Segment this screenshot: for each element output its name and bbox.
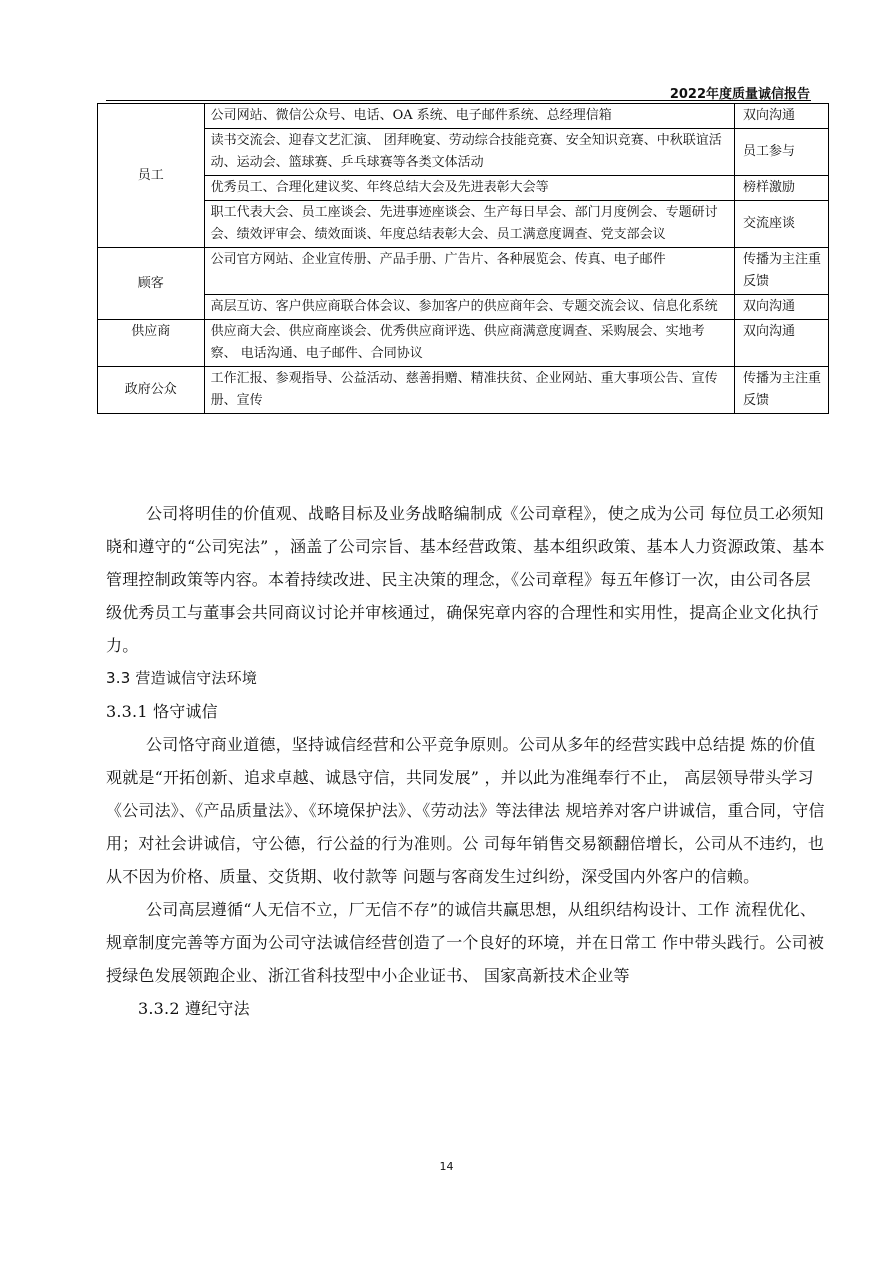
channel-cell: 供应商大会、供应商座谈会、优秀供应商评选、供应商满意度调查、采购展会、实地考察、 电话沟通、电子邮件、合同协议	[204, 320, 734, 367]
table-row	[98, 201, 829, 248]
paragraph: 公司恪守商业道德，坚持诚信经营和公平竞争原则。公司从多年的经营实践中总结提 炼的价值观就是“开拓创新、追求卓越、诚恳守信，共同发展” ，并以此为准绳奉行不止， 高层领导带头学习《公司法》、《产品质量法》、《环境保护法》、《劳动法》等法律法 规培养对客户讲诚信，重合同，守信用；对社会讲诚信，守公德，行公益的行为准则。公 司每年销售交易额翻倍增长，公司从不违约，也从不因为价格、质量、交货期、收付款等 问题与客商发生过纠纷，深受国内外客户的信赖。	[106, 735, 825, 886]
way-cell: 双向沟通	[735, 104, 829, 129]
table-row	[98, 295, 829, 320]
group-label: 供应商	[98, 320, 205, 367]
table-row	[98, 367, 829, 414]
way-cell: 传播为主注重反馈	[735, 248, 829, 295]
way-cell: 传播为主注重反馈	[735, 367, 829, 414]
table-row	[98, 176, 829, 201]
way-cell: 员工参与	[735, 129, 829, 176]
section-heading: 3.3 营造诚信守法环境	[106, 669, 258, 687]
way-cell: 双向沟通	[735, 295, 829, 320]
table-row	[98, 320, 829, 367]
way-cell: 双向沟通	[735, 320, 829, 367]
page-number: 14	[439, 1160, 454, 1173]
way-cell: 榜样激励	[735, 176, 829, 201]
channel-cell: 高层互访、客户供应商联合体会议、参加客户的供应商年会、专题交流会议、信息化系统	[204, 295, 734, 320]
subsection-heading: 3.3.1 恪守诚信	[106, 702, 218, 721]
table-row	[98, 104, 829, 129]
channel-cell: 职工代表大会、员工座谈会、先进事迹座谈会、生产每日早会、部门月度例会、专题研讨会、绩效评审会、绩效面谈、年度总结表彰大会、员工满意度调查、党支部会议	[204, 201, 734, 248]
table-row	[98, 248, 829, 295]
group-label: 顾客	[98, 248, 205, 320]
channel-cell: 公司官方网站、企业宣传册、产品手册、广告片、各种展览会、传真、电子邮件	[204, 248, 734, 295]
paragraph: 公司将明佳的价值观、战略目标及业务战略编制成《公司章程》，使之成为公司 每位员工必须知晓和遵守的“公司宪法” ，涵盖了公司宗旨、基本经营政策、基本组织政策、基本人力资源政策、基本管理控制政策等内容。本着持续改进、民主决策的理念，《公司章程》每五年修订一次，由公司各层级优秀员工与董事会共同商议讨论并审核通过，确保宪章内容的合理性和实用性，提高企业文化执行力。	[106, 504, 825, 655]
channel-cell: 工作汇报、参观指导、公益活动、慈善捐赠、精准扶贫、企业网站、重大事项公告、宣传册、宣传	[204, 367, 734, 414]
header-rule	[106, 100, 811, 101]
paragraph: 公司高层遵循“人无信不立，厂无信不存”的诚信共赢思想，从组织结构设计、工作 流程优化、规章制度完善等方面为公司守法诚信经营创造了一个良好的环境，并在日常工 作中带头践行。公司被授绿色发展领跑企业、浙江省科技型中小企业证书、 国家高新技术企业等	[106, 900, 825, 985]
channel-cell: 优秀员工、合理化建议奖、年终总结大会及先进表彰大会等	[204, 176, 734, 201]
communication-table	[97, 103, 829, 414]
table-row	[98, 129, 829, 176]
channel-cell: 公司网站、微信公众号、电话、OA 系统、电子邮件系统、总经理信箱	[204, 104, 734, 129]
way-cell: 交流座谈	[735, 201, 829, 248]
channel-cell: 读书交流会、迎春文艺汇演、 团拜晚宴、劳动综合技能竞赛、安全知识竞赛、中秋联谊活动、运动会、篮球赛、乒乓球赛等各类文体活动	[204, 129, 734, 176]
subsection-heading: 3.3.2 遵纪守法	[138, 999, 250, 1018]
body-text	[106, 497, 826, 1025]
group-label: 员工	[98, 104, 205, 248]
report-title: 2022年度质量诚信报告	[669, 87, 810, 102]
group-label: 政府公众	[98, 367, 205, 414]
